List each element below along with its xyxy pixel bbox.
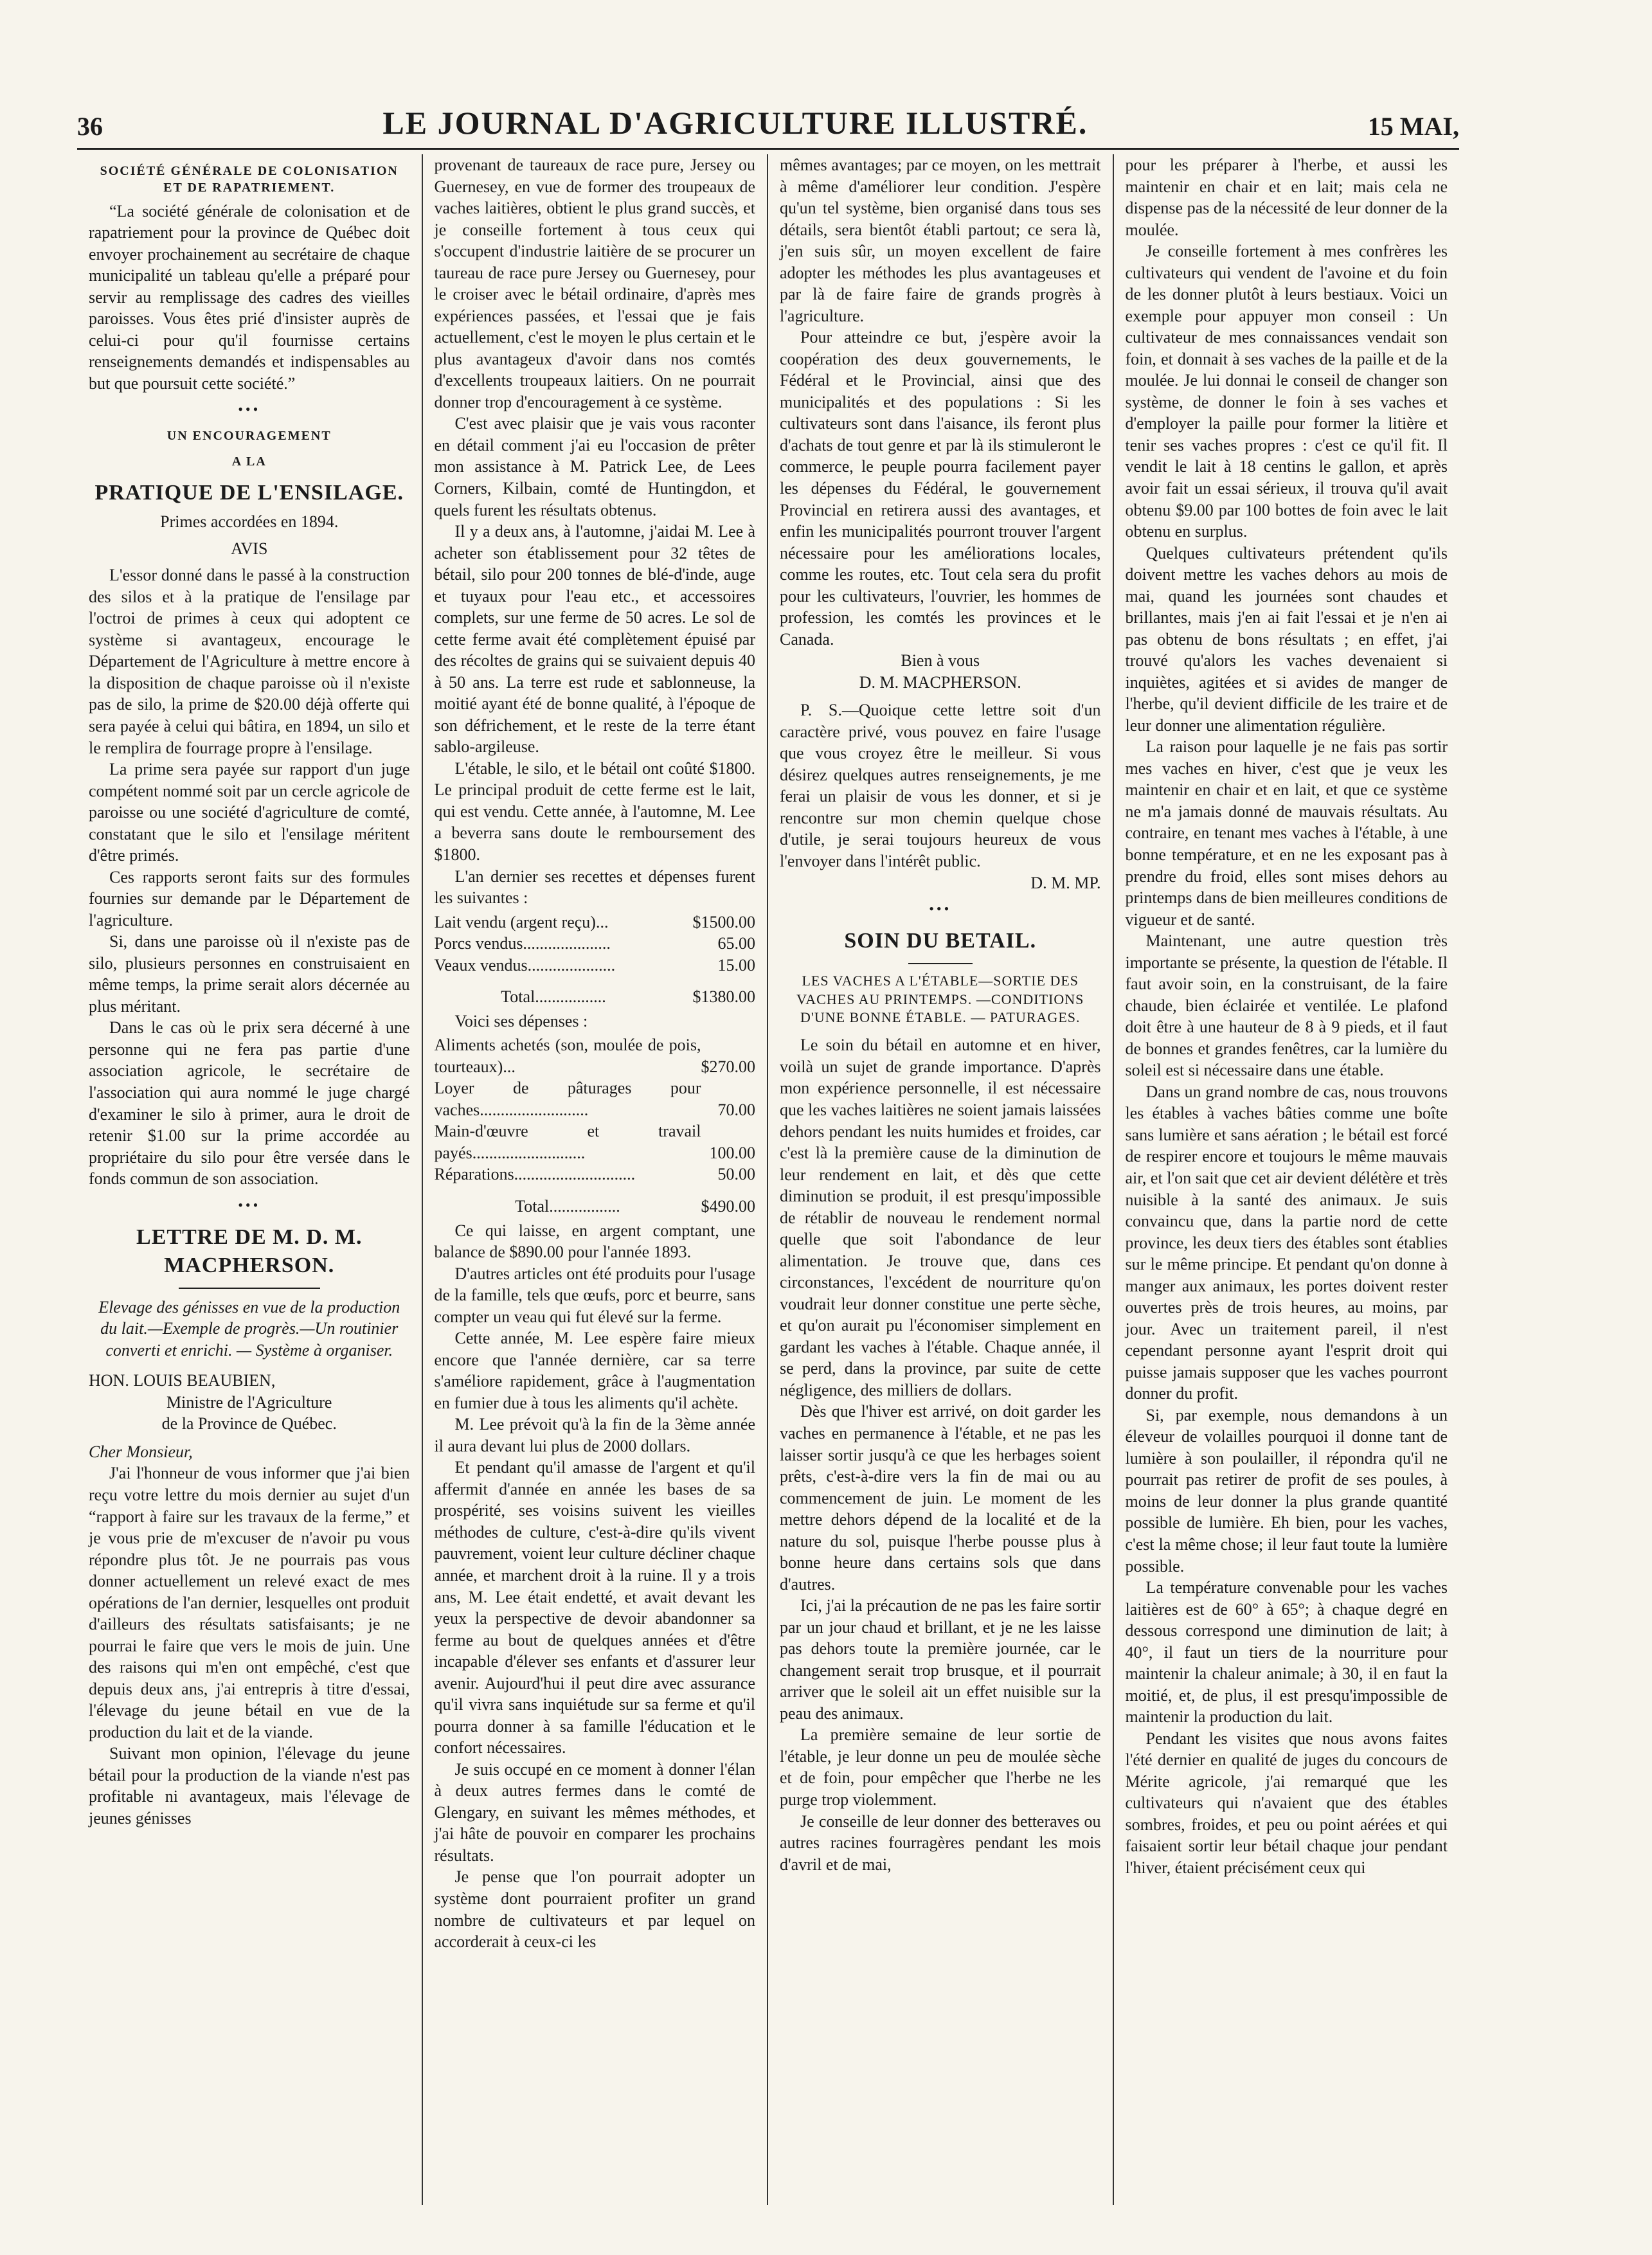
table-row — [435, 955, 756, 976]
salutation-role: de la Province de Québec. — [161, 1414, 337, 1433]
journal-title: LE JOURNAL D'AGRICULTURE ILLUSTRÉ. — [382, 105, 1088, 141]
letter-signature: D. M. MACPHERSON. — [859, 672, 1021, 692]
paragraph: Je conseille de leur donner des betteraves ou autres racines fourragères pendant les mois d'avril et de mai, — [780, 1811, 1101, 1874]
ledger-label: Loyer de pâturages pour vaches.......................... — [434, 1079, 701, 1119]
paragraph: Le soin du bétail en automne et en hiver, voilà un sujet de grande importance. D'après mon expérience personnelle, il est nécessaire que les vaches laitières ne soient jamais laissées dehors pendant les nuits humides et froides, car c'est là la première cause de la diminution de leur rendement en lait, et dès que cette diminution se produit, il est presqu'impossible de rétablir de nouveau le rendement normal quelle que soit l'abondance de leur alimentation. Je trouve que, dans ces circonstances, l'excédent de nourriture qu'on voudrait leur donner constitue une perte sèche, et qu'on aurait pu l'économiser simplement en gardant les vaches à l'étable. Chaque année, il se perd, dans la province, par suite de cette négligence, des milliers de dollars. — [780, 1036, 1101, 1399]
page-header — [77, 96, 1459, 150]
table-row — [435, 933, 756, 955]
table-row — [435, 1120, 756, 1163]
ledger-total-amount: $1380.00 — [692, 987, 755, 1007]
paragraph: Je conseille fortement à mes confrères les cultivateurs qui vendent de l'avoine et du foin de les donner plutôt à leurs bestiaux. Voici un exemple pour appuyer mon conseil : Un cultivateur de mes connaissances vendait son foin, et donnait à ses vaches de la paille et de la moulée. Je lui donnai le conseil de changer son système, de donner le foin à ses vaches et d'employer la paille pour former la litière et tenir ses vaches propres : c'est ce qu'il fit. Il vendit le lait à 18 centins le gallon, et après avoir fait un essai sérieux, il trouva qu'il avait obtenu $9.00 par 100 bottes de foin avec le lait obtenu en surplus. — [1125, 242, 1448, 541]
paragraph: Maintenant, une autre question très importante se présente, la question de l'étable. Il faut avoir soin, en la construisant, de la faire chaude, bien éclairée et ventilée. Le plafond doit être à une hauteur de 8 à 9 pieds, et il faut de bonnes et grandes fenêtres, car la lumière du soleil est si nécessaire dans une étable. — [1125, 931, 1448, 1080]
ledger-total-amount: $490.00 — [701, 1196, 755, 1216]
ledger-amount: 70.00 — [717, 1100, 755, 1119]
table-row — [435, 912, 756, 933]
paragraph: J'ai l'honneur de vous informer que j'ai bien reçu votre lettre du mois dernier au sujet d'un “rapport à faire sur les travaux de la ferme,” et je vous prie de m'excuser de n'avoir pu vous répondre plus tôt. Je ne pourrais pas vous donner actuellement un relevé exact de mes opérations de l'an dernier, lesquelles ont produit d'ailleurs des résultats satisfaisants; je ne pourrai le faire que vers le mois de juin. Une des raisons qui m'en ont empêché, c'est que depuis deux ans, j'ai entrepris à titre d'essai, l'élevage du jeune bétail en vue de la production du lait et de la viande. — [89, 1464, 410, 1741]
paragraph: La température convenable pour les vaches laitières est de 60° à 65°; à chaque degré en dessous correspond une diminution de lait; à 40°, il faut un tiers de la nourriture pour maintenir la chaleur animale; à 30, il en faut la moitié, et, de plus, il est presqu'impossible de maintenir la production du lait. — [1125, 1578, 1448, 1727]
paragraph: Et pendant qu'il amasse de l'argent et qu'il affermit d'année en année les bases de sa prospérité, ses voisins suivent les vieilles méthodes de culture, c'est-à-dire qu'ils vivent pauvrement, voient leur culture décliner chaque année, et marchent droit à la ruine. Il y a trois ans, M. Lee était endetté, et avait devant les yeux la perspective de devoir abandonner sa ferme au bout de quelques années et d'être incapable d'élever ses enfants et d'assurer leur avenir. Aujourd'hui il peut dire avec assurance qu'il vivra sans inquiétude sur sa ferme et qu'il pourra donner à sa famille l'éducation et le confort nécessaires. — [434, 1458, 755, 1757]
expense-table — [435, 1034, 756, 1217]
separator-stars: ••• — [929, 901, 952, 917]
ledger-total-label: Total................. — [501, 987, 606, 1007]
greeting: Cher Monsieur, — [89, 1442, 193, 1461]
paragraph: Dans un grand nombre de cas, nous trouvons les étables à vaches bâties comme une boîte sans lumière et sans aération ; le bétail est forcé de respirer encore et toujours le même mauvais air, et l'on sait que cet air devient délétère et très nuisible à la santé des animaux. Je suis convaincu que, dans la partie nord de cette province, les deux tiers des étables sont établies sur le même principe. Et pendant qu'on donne à manger aux animaux, les portes doivent rester ouvertes près de trois heures, au moins, par jour. Avec un traitement pareil, il n'est cependant personne ayant l'esprit droit qui puisse jamais supposer que les vaches pourront donner du profit. — [1125, 1082, 1448, 1403]
postscript: P. S.—Quoique cette lettre soit d'un caractère privé, vous pouvez en faire l'usage que vous croyez être le meilleur. Si vous désirez quelques autres renseignements, je me ferai un plaisir de vous les donner, et si je rencontre sur mon chemin quelque chose d'utile, je serai toujours heureux de vous l'envoyer dans l'intérêt public. — [780, 701, 1101, 870]
letter-closing: Bien à vous — [901, 651, 980, 670]
paragraph: Pour atteindre ce but, j'espère avoir la coopération des deux gouvernements, le Fédéral et le Provincial, ainsi que des municipalités et des populations : Si les cultivateurs sont dans l'aisance, ils feront plus d'achats de tout genre et par là ils stimuleront le commerce, le peuple pourra facilement payer les dépenses du Fédéral, le gouvernement Provincial en retirera aussi des avantages, et enfin les municipalités pourront trouver l'argent nécessaire pour les améliorations locales, comme les routes, etc. Tout cela sera du profit pour les cultivateurs, l'ouvrier, les hommes de profession, les comtés les provinces et le Canada. — [780, 328, 1101, 649]
column-2 — [423, 154, 769, 2205]
paragraph: Quelques cultivateurs prétendent qu'ils doivent mettre les vaches dehors au mois de mai, quand les journées sont chaudes et brillantes, mais j'en ai fait l'essai et je n'en ai pas obtenu de bons résultats ; en effet, j'ai trouvé qu'alors les vaches devenaient si inquiètes, agitées et si avides de manger de l'herbe, qu'il devient difficile de les traire et de leur donner une alimentation régulière. — [1125, 543, 1448, 735]
letter-title: LETTRE DE M. D. M. MACPHERSON. — [136, 1225, 363, 1277]
postscript-signature: D. M. MP. — [1030, 873, 1101, 892]
divider — [179, 1288, 320, 1289]
separator-stars: ••• — [238, 401, 261, 418]
ledger-amount: $1500.00 — [692, 912, 755, 931]
paragraph: Ces rapports seront faits sur des formules fournies sur demande par le Département de l'agriculture. — [89, 867, 410, 930]
paragraph: L'étable, le silo, et le bétail ont coûté $1800. Le principal produit de cette ferme est le lait, qui est vendu. Cette année, à l'automne, M. Lee a beverra sans doute le remboursement des $1800. — [434, 759, 755, 864]
paragraph: Si, par exemple, nous demandons à un éleveur de volailles pourquoi il donne tant de lumière à son poulailler, il répondra qu'il ne pourrait pas retirer de profit de ses poules, à moins de leur donner la plus grande quantité possible de lumière. Eh bien, pour les vaches, c'est la même chose; il leur faut toute la lumière possible. — [1125, 1405, 1448, 1576]
ledger-amount: 50.00 — [717, 1165, 755, 1184]
paragraph: Ce qui laisse, en argent comptant, une balance de $890.00 pour l'année 1893. — [434, 1221, 755, 1262]
avis-heading: AVIS — [231, 539, 268, 558]
table-row — [435, 1163, 756, 1185]
paragraph: Suivant mon opinion, l'élevage du jeune bétail pour la production de la viande n'est pas profitable ni avantageux, mais l'élevage de jeunes génisses — [89, 1744, 410, 1828]
ledger-total-label: Total................. — [515, 1196, 620, 1216]
page-number: 36 — [77, 112, 103, 141]
paragraph: La première semaine de leur sortie de l'étable, je leur donne un peu de moulée sèche et de foin, pour empêcher que l'herbe ne les purge trop violemment. — [780, 1725, 1101, 1810]
article-columns — [77, 154, 1459, 2205]
paragraph: Si, dans une paroisse où il n'existe pas de silo, plusieurs personnes en construisaient en même temps, la prime serait alors décernée au plus méritant. — [89, 932, 410, 1016]
column-4 — [1114, 154, 1460, 2205]
society-heading: SOCIÉTÉ GÉNÉRALE DE COLONISATION ET DE RAPATRIEMENT. — [100, 164, 399, 195]
paragraph: Dans le cas où le prix sera décerné à une personne qui ne fera pas partie d'une association agricole, le secrétaire de l'association qui aura nommé le juge chargé d'examiner le silo à primer, aura le droit de retenir $1.00 sur la prime accordée au propriétaire du silo pour être versée dans le fonds commun de son association. — [89, 1018, 410, 1189]
ledger-amount: 15.00 — [717, 955, 755, 975]
paragraph: Ici, j'ai la précaution de ne pas les faire sortir par un jour chaud et brillant, et je ne les laisse pas dehors toute la première journée, car le changement serait trop brusque, et il pourrait arriver que le soleil ait un effet nuisible sur la peau des animaux. — [780, 1596, 1101, 1723]
paragraph: Voici ses dépenses : — [454, 1011, 588, 1030]
paragraph: pour les préparer à l'herbe, et aussi les maintenir en chair et en lait; mais cela ne dispense pas de la nécessité de leur donner de la moulée. — [1125, 156, 1448, 239]
paragraph: L'essor donné dans le passé à la construction des silos et à la pratique de l'ensilage par l'octroi de primes à ceux qui adoptent ce système si avantageux, encourage le Département de l'Agriculture à mettre encore à la disposition de chaque paroisse où il n'existe pas de silo, la prime de $20.00 déjà offerte qui sera payée à celui qui bâtira, en 1894, un silo et le remplira de fourrage propre à l'ensilage. — [89, 566, 410, 757]
paragraph: Je pense que l'on pourrait adopter un système dont pourraient profiter un grand nombre de cultivateurs et par lequel on accorderait à ceux-ci les — [434, 1867, 755, 1952]
section-subtitle: LES VACHES A L'ÉTABLE—SORTIE DES VACHES AU PRINTEMPS. —CONDITIONS D'UNE BONNE ÉTABLE. — PATURAGES. — [796, 973, 1084, 1026]
paragraph: Dès que l'hiver est arrivé, on doit garder les vaches en permanence à l'étable, et ne pas les laisser sortir jusqu'à ce que les herbages soient prêts, c'est-à-dire vers la fin de mai ou au commencement de juin. Le moment de les mettre dehors dépend de la localité et de la nature du sol, puisque l'herbe pousse plus à bonne heure dans certains sols que dans d'autres. — [780, 1402, 1101, 1594]
table-row — [435, 1034, 756, 1077]
ledger-label: Lait vendu (argent reçu)... — [434, 912, 609, 931]
divider — [908, 963, 973, 964]
paragraph: La raison pour laquelle je ne fais pas sortir mes vaches en hiver, c'est que je veux les maintenir en chair et en lait, et que ce système ne m'a jamais donné de mauvais résultats. Au contraire, en tenant mes vaches à l'étable, à une bonne température, et en ne les exposant pas à prendre du froid, elles sont mises dehors au printemps dans de bien meilleures conditions de vigueur et de santé. — [1125, 737, 1448, 929]
table-row-total — [435, 976, 756, 1008]
paragraph: “La société générale de colonisation et de rapatriement pour la province de Québec doit envoyer prochainement au secrétaire de chaque municipalité un tableau qu'elle a préparé pour servir au remplissage des cadres des vieilles paroisses. Vous êtes prié d'insister auprès de celui-ci pour qu'il fournisse certains renseignements demandés et indispensables au but que poursuit cette société.” — [89, 201, 410, 393]
paragraph: Il y a deux ans, à l'automne, j'aidai M. Lee à acheter son établissement pour 32 têtes de bétail, silo pour 200 tonnes de blé-d'inde, auge et tuyaux pour l'eau etc., et accessoires complets, sur une ferme de 50 acres. Le sol de cette ferme avait été complètement épuisé par des récoltes de grains qui se suivaient depuis 40 à 50 ans. La terre est rude et sablonneuse, la moitié ayant été de bonne qualité, à l'époque de son défrichement, et le reste de la terre étant sablo-argileuse. — [434, 522, 755, 757]
section-title: SOIN DU BETAIL. — [844, 929, 1037, 953]
paragraph: Je suis occupé en ce moment à donner l'élan à deux autres fermes dans le comté de Glengary, en suivant les mêmes méthodes, et j'ai hâte de pouvoir en comparer les prochains résultats. — [434, 1759, 755, 1865]
encouragement-heading: UN ENCOURAGEMENT — [166, 428, 332, 443]
paragraph: Cette année, M. Lee espère faire mieux encore que l'année dernière, car sa terre s'améliore rapidement, grâce à l'augmentation en fumier due à tous les aliments qu'il achète. — [434, 1329, 755, 1412]
ledger-amount: $270.00 — [701, 1057, 755, 1076]
ledger-label: Aliments achetés (son, moulée de pois, tourteaux)... — [434, 1036, 701, 1076]
ensilage-subtitle: Primes accordées en 1894. — [160, 512, 339, 532]
ledger-amount: 65.00 — [717, 934, 755, 953]
paragraph: D'autres articles ont été produits pour l'usage de la famille, tels que œufs, porc et beurre, sans compter un veau qui fut élevé sur la ferme. — [434, 1264, 755, 1326]
ledger-amount: 100.00 — [709, 1143, 755, 1162]
column-3 — [768, 154, 1114, 2205]
ensilage-title: PRATIQUE DE L'ENSILAGE. — [94, 481, 404, 505]
paragraph: C'est avec plaisir que je vais vous raconter en détail comment j'ai eu l'occasion de prêter mon assistance à M. Patrick Lee, de Lees Corners, Kilbain, comté de Huntingdon, et quels furent les résultats obtenus. — [434, 414, 755, 519]
salutation-role: Ministre de l'Agriculture — [166, 1392, 332, 1412]
ledger-label: Main-d'œuvre et travail payés........................... — [434, 1122, 701, 1162]
paragraph: Pendant les visites que nous avons faites l'été dernier en qualité de juges du concours de Mérite agricole, j'ai remarqué que les cultivateurs qui n'avaient que des étables sombres, froides, et peu ou point aérées et qui faisaient sortir leur bétail chaque jour pendant l'hiver, étaient précisément ceux qui — [1125, 1729, 1448, 1877]
paragraph: provenant de taureaux de race pure, Jersey ou Guernesey, en vue de former des troupeaux de vaches laitières, obtient le plus grand succès, et je conseille fortement à tous ceux qui s'occupent d'industrie laitière de se procurer un taureau de race pure Jersey ou Guernesey, pour le croiser avec le bétail ordinaire, d'après mes expériences passées, et l'essai que je fais actuellement, c'est le moyen le plus certain et le plus avantageux d'avoir dans nos comtés d'excellents troupeaux laitiers. On ne pourrait donner trop d'encouragement à ce système. — [434, 156, 755, 411]
revenue-table — [435, 912, 756, 1008]
paragraph: mêmes avantages; par ce moyen, on les mettrait à même d'améliorer leur condition. J'espère qu'un tel système, bien organisé dans tous ses détails, sera bientôt établi partout; ce sera là, j'en suis sûr, un moyen excellent de faire adopter les méthodes les plus avantageuses et par là de faire faire de grands progrès à l'agriculture. — [780, 156, 1101, 325]
separator-stars: ••• — [238, 1196, 261, 1213]
issue-date: 15 MAI, — [1367, 112, 1459, 141]
paragraph: M. Lee prévoit qu'à la fin de la 3ème année il aura devant lui plus de 2000 dollars. — [434, 1415, 755, 1455]
ledger-label: Porcs vendus..................... — [434, 934, 611, 953]
ledger-label: Réparations............................. — [434, 1165, 636, 1184]
column-1 — [77, 154, 423, 2205]
letter-summary: Elevage des génisses en vue de la production du lait.—Exemple de progrès.—Un routinier converti et enrichi. — Système à organiser. — [98, 1297, 400, 1360]
encouragement-heading-line2: A LA — [231, 454, 267, 469]
paragraph: L'an dernier ses recettes et dépenses furent les suivantes : — [434, 867, 755, 908]
salutation-name: HON. LOUIS BEAUBIEN, — [89, 1371, 276, 1390]
ledger-label: Veaux vendus..................... — [434, 955, 616, 975]
table-row — [435, 1077, 756, 1120]
paragraph: La prime sera payée sur rapport d'un juge compétent nommé soit par un cercle agricole de paroisse ou une société d'agriculture de comté, constatant que le silo et l'ensilage méritent d'être primés. — [89, 760, 410, 865]
table-row-total — [435, 1185, 756, 1217]
